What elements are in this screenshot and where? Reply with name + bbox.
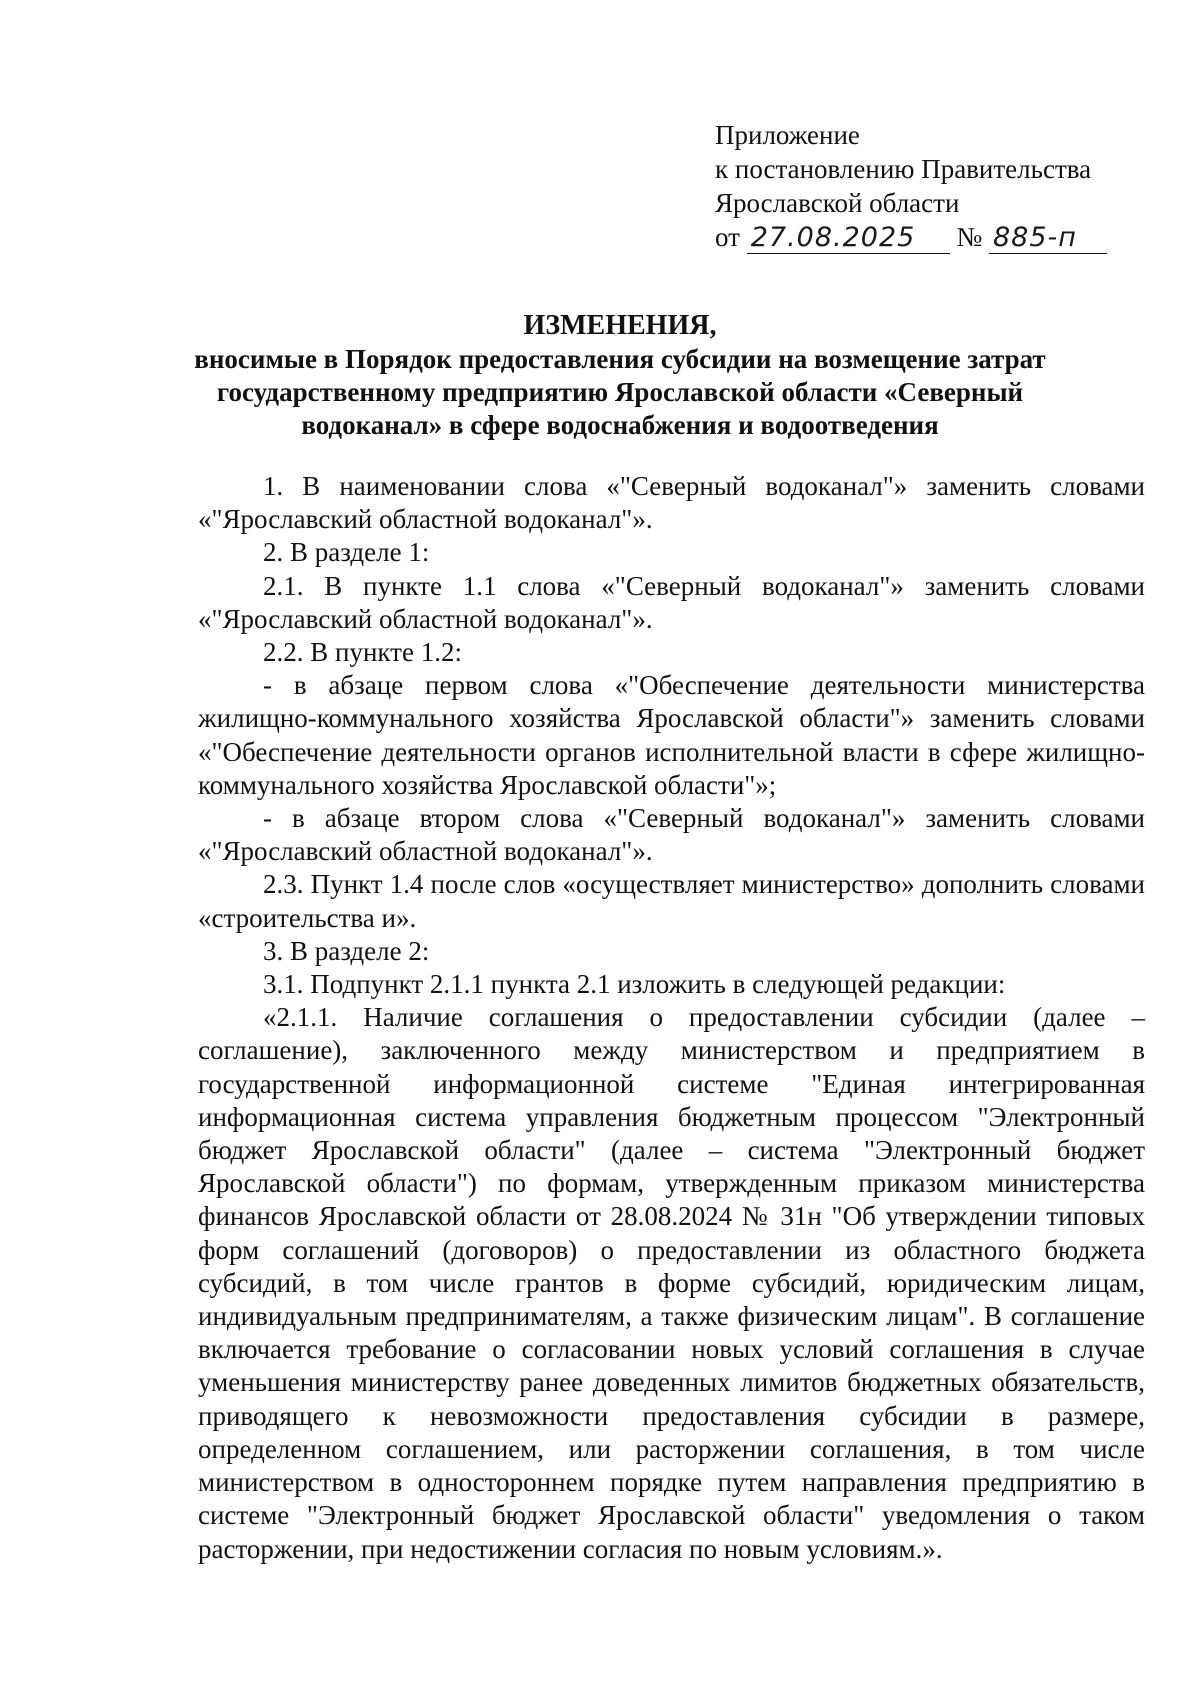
handwritten-number: 885-п bbox=[989, 223, 1107, 254]
paragraph: «2.1.1. Наличие соглашения о предоставлении субсидии (далее – соглашение), заключенного между министерством и предприятием в государственной информационной системе "Единая интегрированная информационная система управления бюджетным процессом "Электронный бюджет Ярославской области" (далее – система "Электронный бюджет Ярославской области") по формам, утвержденным приказом министерства финансов Ярославской области от 28.08.2024 № 31н "Об утверждении типовых форм соглашений (договоров) о предоставлении из областного бюджета субсидий, в том числе грантов в форме субсидий, юридическим лицам, индивидуальным предпринимателям, а также физическим лицам". В соглашение включается требование о согласовании новых условий соглашения в случае уменьшения министерству ранее доведенных лимитов бюджетных обязательств, приводящего к невозможности предоставления субсидии в размере, определенном соглашением, или расторжении соглашения, в том числе министерством в одностороннем порядке путем направления предприятию в системе "Электронный бюджет Ярославской области" уведомления о таком расторжении, при недостижении согласия по новым условиям.». bbox=[198, 1002, 1145, 1564]
title-heading: ИЗМЕНЕНИЯ, bbox=[523, 310, 717, 341]
number-label: № bbox=[956, 222, 983, 252]
paragraph: 3.1. Подпункт 2.1.1 пункта 2.1 изложить в следующей редакции: bbox=[263, 969, 1006, 1000]
document-body bbox=[198, 470, 1145, 1566]
appendix-decree-line: к постановлению Правительства bbox=[715, 154, 1092, 184]
paragraph: 2.1. В пункте 1.1 слова «"Северный водоканал"» заменить словами «"Ярославский областной водоканал"». bbox=[198, 570, 1145, 634]
appendix-title: Приложение bbox=[715, 120, 860, 150]
paragraph: 3. В разделе 2: bbox=[263, 935, 430, 966]
paragraph: - в абзаце втором слова «"Северный водоканал"» заменить словами «"Ярославский областной водоканал"». bbox=[198, 803, 1145, 867]
paragraph: 2. В разделе 1: bbox=[263, 537, 430, 568]
appendix-date-number-line bbox=[715, 220, 1155, 254]
from-label: от bbox=[715, 222, 740, 252]
paragraph: - в абзаце первом слова «"Обеспечение деятельности министерства жилищно-коммунального хозяйства Ярославской области"» заменить словами «"Обеспечение деятельности органов исполнительной власти в сфере жилищно-коммунального хозяйства Ярославской области"»; bbox=[198, 670, 1145, 800]
title-subtitle: вносимые в Порядок предоставления субсидии на возмещение затрат государственному предприятию Ярославской области «Северный водоканал» в сфере водоснабжения и водоотведения bbox=[194, 344, 1046, 440]
document-title bbox=[150, 309, 1090, 442]
appendix-region-line: Ярославской области bbox=[715, 188, 960, 218]
paragraph: 2.3. Пункт 1.4 после слов «осуществляет министерство» дополнить словами «строительства и». bbox=[198, 869, 1145, 933]
handwritten-date: 27.08.2025 bbox=[747, 223, 950, 254]
paragraph: 2.2. В пункте 1.2: bbox=[263, 637, 462, 668]
paragraph: 1. В наименовании слова «"Северный водоканал"» заменить словами «"Ярославский областной водоканал"». bbox=[198, 471, 1145, 535]
appendix-block bbox=[715, 118, 1155, 254]
